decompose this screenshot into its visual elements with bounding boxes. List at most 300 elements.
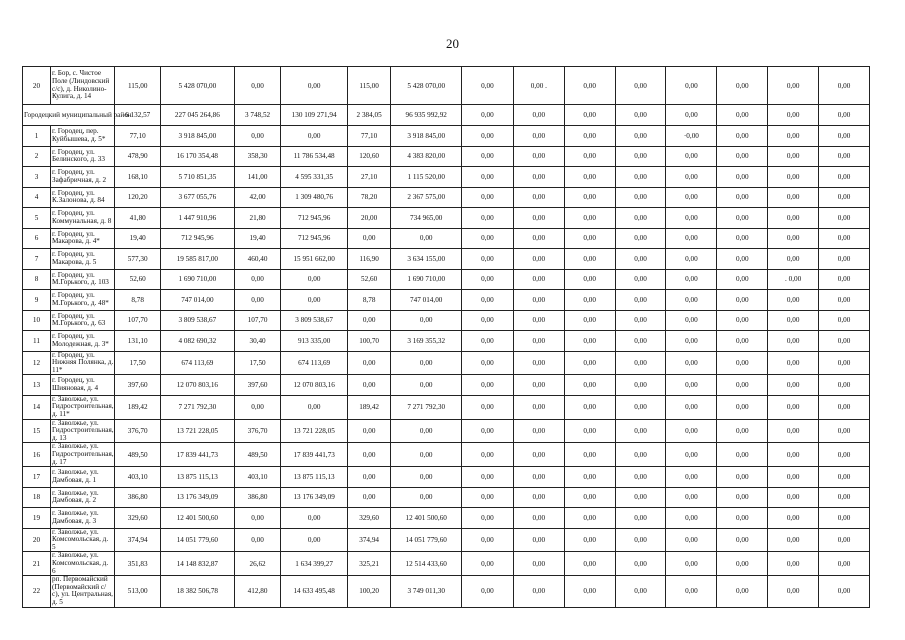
value-cell: 0,00 bbox=[513, 395, 564, 419]
value-cell: 0,00 bbox=[666, 167, 717, 188]
value-cell: 0,00 bbox=[462, 249, 514, 270]
value-cell: 0,00 bbox=[666, 105, 717, 126]
value-cell: 577,30 bbox=[115, 249, 161, 270]
value-cell: 8,78 bbox=[347, 290, 391, 311]
table-row bbox=[23, 228, 870, 249]
value-cell: 5 710 851,35 bbox=[161, 167, 235, 188]
value-cell: 0,00 bbox=[615, 105, 666, 126]
address-cell: г. Городец, ул. Шияновая, д. 4 bbox=[51, 375, 115, 396]
value-cell: 0,00 bbox=[462, 528, 514, 552]
value-cell: 0,00 bbox=[666, 146, 717, 167]
value-cell: 0,00 bbox=[564, 351, 615, 375]
value-cell: 100,70 bbox=[347, 331, 391, 352]
value-cell: 0,00 bbox=[666, 508, 717, 529]
value-cell: 0,00 bbox=[234, 395, 281, 419]
row-number-cell: 15 bbox=[23, 419, 51, 443]
row-number-cell: 13 bbox=[23, 375, 51, 396]
value-cell: 0,00 bbox=[666, 187, 717, 208]
row-number-cell: 7 bbox=[23, 249, 51, 270]
row-number-cell: 10 bbox=[23, 310, 51, 331]
value-cell: 0,00 bbox=[717, 249, 768, 270]
value-cell: 0,00 bbox=[564, 67, 615, 105]
value-cell: . 0,00 bbox=[768, 269, 819, 290]
table-row bbox=[23, 508, 870, 529]
value-cell: 130 109 271,94 bbox=[281, 105, 347, 126]
row-number-cell: 5 bbox=[23, 208, 51, 229]
table-row bbox=[23, 208, 870, 229]
value-cell: 0,00 bbox=[615, 576, 666, 607]
value-cell: 0,00 bbox=[717, 487, 768, 508]
value-cell: 0,00 bbox=[768, 249, 819, 270]
value-cell: 115,00 bbox=[347, 67, 391, 105]
address-cell: г. Городец, ул. Макарова, д. 4* bbox=[51, 228, 115, 249]
value-cell: 478,90 bbox=[115, 146, 161, 167]
value-cell: 0,00 bbox=[281, 67, 347, 105]
value-cell: 0,00 bbox=[615, 269, 666, 290]
value-cell: 412,80 bbox=[234, 576, 281, 607]
value-cell: 0,00 bbox=[666, 576, 717, 607]
value-cell: 403,10 bbox=[234, 467, 281, 488]
value-cell: 14 148 832,87 bbox=[161, 552, 235, 576]
value-cell: 17,50 bbox=[234, 351, 281, 375]
value-cell: 13 721 228,05 bbox=[281, 419, 347, 443]
value-cell: 0,00 bbox=[513, 310, 564, 331]
value-cell: 0,00 bbox=[819, 167, 870, 188]
value-cell: 0,00 bbox=[768, 487, 819, 508]
value-cell: 0,00 bbox=[462, 310, 514, 331]
value-cell: 0,00 bbox=[234, 528, 281, 552]
value-cell: 0,00 bbox=[768, 528, 819, 552]
value-cell: 0,00 bbox=[819, 208, 870, 229]
value-cell: 0,00 bbox=[513, 249, 564, 270]
address-cell: г. Заволжье, ул. Дамбовая, д. 2 bbox=[51, 487, 115, 508]
table-row bbox=[23, 467, 870, 488]
value-cell: 0,00 bbox=[513, 228, 564, 249]
value-cell: 13 176 349,09 bbox=[281, 487, 347, 508]
value-cell: 0,00 bbox=[717, 528, 768, 552]
value-cell: 0,00 bbox=[391, 467, 462, 488]
value-cell: 0,00 bbox=[666, 351, 717, 375]
value-cell: 3 749 011,30 bbox=[391, 576, 462, 607]
value-cell: 489,50 bbox=[234, 443, 281, 467]
value-cell: 0,00 bbox=[513, 375, 564, 396]
value-cell: 26,62 bbox=[234, 552, 281, 576]
value-cell: 0,00 bbox=[717, 105, 768, 126]
table-row bbox=[23, 351, 870, 375]
value-cell: 14 051 779,60 bbox=[161, 528, 235, 552]
table-row bbox=[23, 290, 870, 311]
value-cell: 3 748,52 bbox=[234, 105, 281, 126]
table-row bbox=[23, 552, 870, 576]
value-cell: 0,00 bbox=[462, 576, 514, 607]
value-cell: 0,00 bbox=[513, 419, 564, 443]
value-cell: 27,10 bbox=[347, 167, 391, 188]
value-cell: 14 051 779,60 bbox=[391, 528, 462, 552]
value-cell: 0,00 bbox=[768, 290, 819, 311]
address-cell: рп. Первомайский (Первомайский с/с), ул. Центральная, д. 5 bbox=[52, 575, 113, 606]
value-cell: 18 382 506,78 bbox=[161, 576, 235, 607]
address-cell: г. Заволжье, ул. Дамбовая, д. 3 bbox=[51, 508, 115, 529]
value-cell: 8,78 bbox=[115, 290, 161, 311]
value-cell: 0,00 bbox=[234, 269, 281, 290]
address-cell: г. Городец, ул. М.Горького, д. 48* bbox=[51, 290, 115, 311]
value-cell: 0,00 bbox=[819, 249, 870, 270]
value-cell: 0,00 bbox=[462, 290, 514, 311]
value-cell: 0,00 bbox=[462, 331, 514, 352]
value-cell: 489,50 bbox=[115, 443, 161, 467]
table-row bbox=[23, 375, 870, 396]
value-cell: 0,00 bbox=[513, 528, 564, 552]
value-cell: 0,00 bbox=[819, 443, 870, 467]
value-cell: 0,00 bbox=[819, 146, 870, 167]
row-number-cell: 4 bbox=[23, 187, 51, 208]
value-cell: 0,00 bbox=[819, 126, 870, 147]
value-cell: 0,00 bbox=[347, 487, 391, 508]
value-cell: 0,00 bbox=[615, 508, 666, 529]
value-cell: 0,00 bbox=[564, 552, 615, 576]
value-cell: 189,42 bbox=[115, 395, 161, 419]
value-cell: 0,00 bbox=[717, 375, 768, 396]
row-number-cell: 11 bbox=[23, 331, 51, 352]
value-cell: 116,90 bbox=[347, 249, 391, 270]
value-cell: 3 809 538,67 bbox=[161, 310, 235, 331]
value-cell: 0,00 bbox=[768, 351, 819, 375]
value-cell: 96 935 992,92 bbox=[391, 105, 462, 126]
value-cell: 30,40 bbox=[234, 331, 281, 352]
value-cell: 0,00 bbox=[819, 528, 870, 552]
value-cell: 0,00 bbox=[462, 443, 514, 467]
value-cell: 0,00 bbox=[281, 290, 347, 311]
value-cell: 0,00 bbox=[462, 146, 514, 167]
value-cell: 4 383 820,00 bbox=[391, 146, 462, 167]
value-cell: 0,00 bbox=[615, 228, 666, 249]
value-cell: 386,80 bbox=[234, 487, 281, 508]
value-cell: 0,00 bbox=[513, 331, 564, 352]
value-cell: 12 401 500,60 bbox=[391, 508, 462, 529]
value-cell: 100,20 bbox=[347, 576, 391, 607]
value-cell: 0,00 bbox=[768, 331, 819, 352]
row-number-cell: 8 bbox=[23, 269, 51, 290]
value-cell: 0,00 bbox=[666, 467, 717, 488]
value-cell: 674 113,69 bbox=[161, 351, 235, 375]
value-cell: 0,00 bbox=[768, 552, 819, 576]
value-cell: 77,10 bbox=[347, 126, 391, 147]
page-number: 20 bbox=[446, 36, 459, 51]
value-cell: 0,00 bbox=[564, 443, 615, 467]
value-cell: 0,00 bbox=[615, 419, 666, 443]
value-cell: 0,00 bbox=[717, 126, 768, 147]
table-row bbox=[23, 167, 870, 188]
value-cell: 0,00 bbox=[768, 208, 819, 229]
value-cell: 15 951 662,00 bbox=[281, 249, 347, 270]
district-total-row bbox=[23, 105, 870, 126]
value-cell: 376,70 bbox=[115, 419, 161, 443]
value-cell: 0,00 bbox=[717, 310, 768, 331]
value-cell: 0,00 bbox=[819, 228, 870, 249]
value-cell: 0,00 bbox=[615, 67, 666, 105]
value-cell: 3 918 845,00 bbox=[161, 126, 235, 147]
value-cell: 0,00 bbox=[768, 395, 819, 419]
value-cell: 0,00 bbox=[768, 105, 819, 126]
value-cell: 374,94 bbox=[115, 528, 161, 552]
table-row bbox=[23, 443, 870, 467]
value-cell: 0,00 bbox=[768, 467, 819, 488]
value-cell: 12 070 803,16 bbox=[281, 375, 347, 396]
row-number-cell: 9 bbox=[23, 290, 51, 311]
value-cell: 0,00 bbox=[666, 528, 717, 552]
value-cell: 0,00 bbox=[615, 552, 666, 576]
value-cell: 0,00 bbox=[513, 487, 564, 508]
value-cell: 0,00 bbox=[281, 508, 347, 529]
address-cell: г. Городец, ул. М.Горького, д. 63 bbox=[51, 310, 115, 331]
value-cell: 0,00 bbox=[717, 443, 768, 467]
value-cell: 131,10 bbox=[115, 331, 161, 352]
row-number-cell: 14 bbox=[23, 395, 51, 419]
value-cell: 0,00 bbox=[717, 331, 768, 352]
value-cell: 0,00 bbox=[513, 187, 564, 208]
address-cell: г. Городец, ул. К.Залонова, д. 84 bbox=[51, 187, 115, 208]
value-cell: 5 428 070,00 bbox=[391, 67, 462, 105]
value-cell: 120,60 bbox=[347, 146, 391, 167]
value-cell: 0,00 bbox=[564, 331, 615, 352]
table-row bbox=[23, 528, 870, 552]
value-cell: 0,00 bbox=[564, 395, 615, 419]
value-cell: 0,00 bbox=[462, 187, 514, 208]
value-cell: 734 965,00 bbox=[391, 208, 462, 229]
value-cell: 0,00 bbox=[513, 508, 564, 529]
value-cell: 13 721 228,05 bbox=[161, 419, 235, 443]
value-cell: 2 367 575,00 bbox=[391, 187, 462, 208]
row-number-cell: 17 bbox=[23, 467, 51, 488]
value-cell: 0,00 bbox=[666, 249, 717, 270]
table-row bbox=[23, 269, 870, 290]
table-row bbox=[23, 67, 870, 105]
value-cell: 168,10 bbox=[115, 167, 161, 188]
value-cell: 0,00 bbox=[462, 167, 514, 188]
value-cell: 0,00 bbox=[819, 508, 870, 529]
value-cell: 19,40 bbox=[234, 228, 281, 249]
value-cell: 0,00 bbox=[615, 395, 666, 419]
value-cell: 0,00 bbox=[717, 419, 768, 443]
value-cell: 4 595 331,35 bbox=[281, 167, 347, 188]
value-cell: 0,00 bbox=[391, 419, 462, 443]
address-cell: г. Городец, ул. Белинского, д. 33 bbox=[51, 146, 115, 167]
value-cell: 0,00 bbox=[717, 395, 768, 419]
value-cell: 0,00 bbox=[768, 228, 819, 249]
value-cell: 0,00 bbox=[768, 576, 819, 607]
value-cell: 1 309 480,76 bbox=[281, 187, 347, 208]
value-cell: 0,00 bbox=[347, 351, 391, 375]
address-cell: г. Городец, ул. Макарова, д. 5 bbox=[51, 249, 115, 270]
row-number-cell: 12 bbox=[23, 351, 51, 375]
value-cell: 1 690 710,00 bbox=[161, 269, 235, 290]
value-cell: 513,00 bbox=[115, 576, 161, 607]
value-cell: 0,00 bbox=[462, 351, 514, 375]
value-cell: 0,00 bbox=[391, 351, 462, 375]
value-cell: 0,00 bbox=[234, 290, 281, 311]
value-cell: 0,00 bbox=[666, 552, 717, 576]
value-cell: 0,00 bbox=[281, 126, 347, 147]
row-number-cell: 2 bbox=[23, 146, 51, 167]
address-cell: г. Городец, ул. Молодежная, д. 3* bbox=[51, 331, 115, 352]
value-cell: 0,00 bbox=[615, 331, 666, 352]
table-row bbox=[23, 576, 870, 607]
value-cell: 0,00 bbox=[717, 290, 768, 311]
value-cell: 0,00 bbox=[391, 228, 462, 249]
value-cell: 0,00 bbox=[234, 508, 281, 529]
value-cell: 0,00 bbox=[615, 167, 666, 188]
value-cell: 0,00 bbox=[462, 269, 514, 290]
value-cell: 0,00 bbox=[768, 167, 819, 188]
table-row bbox=[23, 146, 870, 167]
value-cell: 0,00 bbox=[819, 487, 870, 508]
value-cell: 0,00 bbox=[564, 167, 615, 188]
value-cell: 0,00 bbox=[666, 487, 717, 508]
value-cell: 0,00 bbox=[615, 249, 666, 270]
value-cell: 460,40 bbox=[234, 249, 281, 270]
value-cell: 397,60 bbox=[234, 375, 281, 396]
value-cell: 0,00 bbox=[564, 187, 615, 208]
value-cell: 20,00 bbox=[347, 208, 391, 229]
value-cell: 0,00 bbox=[391, 375, 462, 396]
value-cell: 52,60 bbox=[347, 269, 391, 290]
value-cell: 13 875 115,13 bbox=[281, 467, 347, 488]
table-row bbox=[23, 419, 870, 443]
address-cell: г. Заволжье, ул. Гидростроительная, д. 17 bbox=[52, 442, 114, 466]
value-cell: 0,00 bbox=[666, 269, 717, 290]
value-cell: 0,00 bbox=[513, 467, 564, 488]
value-cell: 3 677 055,76 bbox=[161, 187, 235, 208]
value-cell: 0,00 bbox=[462, 419, 514, 443]
value-cell: 0,00 bbox=[513, 552, 564, 576]
value-cell: 0,00 bbox=[819, 331, 870, 352]
value-cell: 0,00 bbox=[768, 126, 819, 147]
value-cell: 2 384,05 bbox=[347, 105, 391, 126]
value-cell: 0,00 bbox=[391, 310, 462, 331]
value-cell: 0,00 bbox=[234, 67, 281, 105]
value-cell: 358,30 bbox=[234, 146, 281, 167]
value-cell: 0,00 bbox=[564, 467, 615, 488]
value-cell: 0,00 bbox=[564, 105, 615, 126]
row-number-cell: 19 bbox=[23, 508, 51, 529]
value-cell: 0,00 bbox=[615, 351, 666, 375]
value-cell: 913 335,00 bbox=[281, 331, 347, 352]
value-cell: 107,70 bbox=[234, 310, 281, 331]
value-cell: 712 945,96 bbox=[161, 228, 235, 249]
address-cell: г. Городец, пер. Куйбышева, д. 5* bbox=[51, 126, 115, 147]
address-cell: г. Заволжье, ул. Гидростроительная, д. 11* bbox=[52, 394, 114, 418]
address-cell: г. Городец, ул. Коммунальная, д. 8 bbox=[51, 208, 115, 229]
value-cell: 5 428 070,00 bbox=[161, 67, 235, 105]
value-cell: 0,00 bbox=[564, 576, 615, 607]
value-cell: 0,00 bbox=[717, 146, 768, 167]
value-cell: 1 690 710,00 bbox=[391, 269, 462, 290]
value-cell: 674 113,69 bbox=[281, 351, 347, 375]
value-cell: 0,00 bbox=[564, 290, 615, 311]
value-cell: 0,00 bbox=[564, 126, 615, 147]
value-cell: 329,60 bbox=[347, 508, 391, 529]
value-cell: 3 809 538,67 bbox=[281, 310, 347, 331]
table-row bbox=[23, 126, 870, 147]
row-number-cell: 16 bbox=[23, 443, 51, 467]
value-cell: 52,60 bbox=[115, 269, 161, 290]
value-cell: 0,00 bbox=[717, 167, 768, 188]
value-cell: 42,00 bbox=[234, 187, 281, 208]
value-cell: 0,00 bbox=[564, 375, 615, 396]
value-cell: ·0,00 bbox=[666, 126, 717, 147]
value-cell: 12 514 433,60 bbox=[391, 552, 462, 576]
value-cell: 12 401 500,60 bbox=[161, 508, 235, 529]
value-cell: 0,00 bbox=[819, 395, 870, 419]
value-cell: 41,80 bbox=[115, 208, 161, 229]
value-cell: 107,70 bbox=[115, 310, 161, 331]
value-cell: 0,00 bbox=[819, 576, 870, 607]
value-cell: 0,00 bbox=[615, 528, 666, 552]
value-cell: 0,00 bbox=[768, 187, 819, 208]
row-number-cell: 22 bbox=[23, 576, 51, 607]
value-cell: 0,00 bbox=[717, 67, 768, 105]
value-cell: 0,00 bbox=[666, 375, 717, 396]
value-cell: 115,00 bbox=[115, 67, 161, 105]
row-number-cell: 20 bbox=[23, 528, 51, 552]
value-cell: 0,00 bbox=[564, 528, 615, 552]
value-cell: 0,00 bbox=[717, 208, 768, 229]
value-cell: 0,00 bbox=[513, 146, 564, 167]
value-cell: 17,50 bbox=[115, 351, 161, 375]
value-cell: 0,00 bbox=[717, 576, 768, 607]
value-cell: 0,00 bbox=[717, 508, 768, 529]
value-cell: 0,00 bbox=[717, 228, 768, 249]
value-cell: 16 170 354,48 bbox=[161, 146, 235, 167]
value-cell: 19,40 bbox=[115, 228, 161, 249]
district-label: Городецкий муниципальный район bbox=[23, 105, 115, 126]
value-cell: 0,00 bbox=[615, 443, 666, 467]
value-cell: 0,00 bbox=[615, 290, 666, 311]
value-cell: 0,00 bbox=[666, 331, 717, 352]
value-cell: 0,00 bbox=[666, 443, 717, 467]
value-cell: 0,00 bbox=[513, 269, 564, 290]
address-cell: г. Городец, ул. Зафабричная, д. 2 bbox=[51, 167, 115, 188]
value-cell: 7 271 792,30 bbox=[161, 395, 235, 419]
value-cell: 0,00 bbox=[462, 228, 514, 249]
value-cell: 0,00 bbox=[564, 269, 615, 290]
value-cell: 0,00 bbox=[513, 351, 564, 375]
value-cell: 0,00 bbox=[615, 487, 666, 508]
value-cell: 0,00 bbox=[281, 269, 347, 290]
value-cell: 0,00 bbox=[819, 419, 870, 443]
table-row bbox=[23, 187, 870, 208]
address-cell: г. Заволжье, ул. Дамбовая, д. 1 bbox=[51, 467, 115, 488]
value-cell: 1 634 399,27 bbox=[281, 552, 347, 576]
value-cell: 0,00 bbox=[666, 290, 717, 311]
value-cell: 0,00 bbox=[462, 467, 514, 488]
value-cell: 141,00 bbox=[234, 167, 281, 188]
address-cell: г. Бор, с. Чистое Поле (Линдовский с/с), д. Николино-Кулига, д. 14 bbox=[51, 67, 115, 105]
value-cell: 0,00 bbox=[819, 290, 870, 311]
value-cell: 0,00 . bbox=[513, 67, 564, 105]
table-row bbox=[23, 395, 870, 419]
value-cell: 0,00 bbox=[819, 187, 870, 208]
value-cell: 0,00 bbox=[391, 443, 462, 467]
value-cell: 0,00 bbox=[462, 487, 514, 508]
value-cell: 376,70 bbox=[234, 419, 281, 443]
value-cell: 0,00 bbox=[391, 487, 462, 508]
value-cell: 0,00 bbox=[513, 208, 564, 229]
value-cell: 0,00 bbox=[717, 552, 768, 576]
value-cell: 712 945,96 bbox=[281, 208, 347, 229]
value-cell: 0,00 bbox=[666, 419, 717, 443]
value-cell: 0,00 bbox=[819, 67, 870, 105]
